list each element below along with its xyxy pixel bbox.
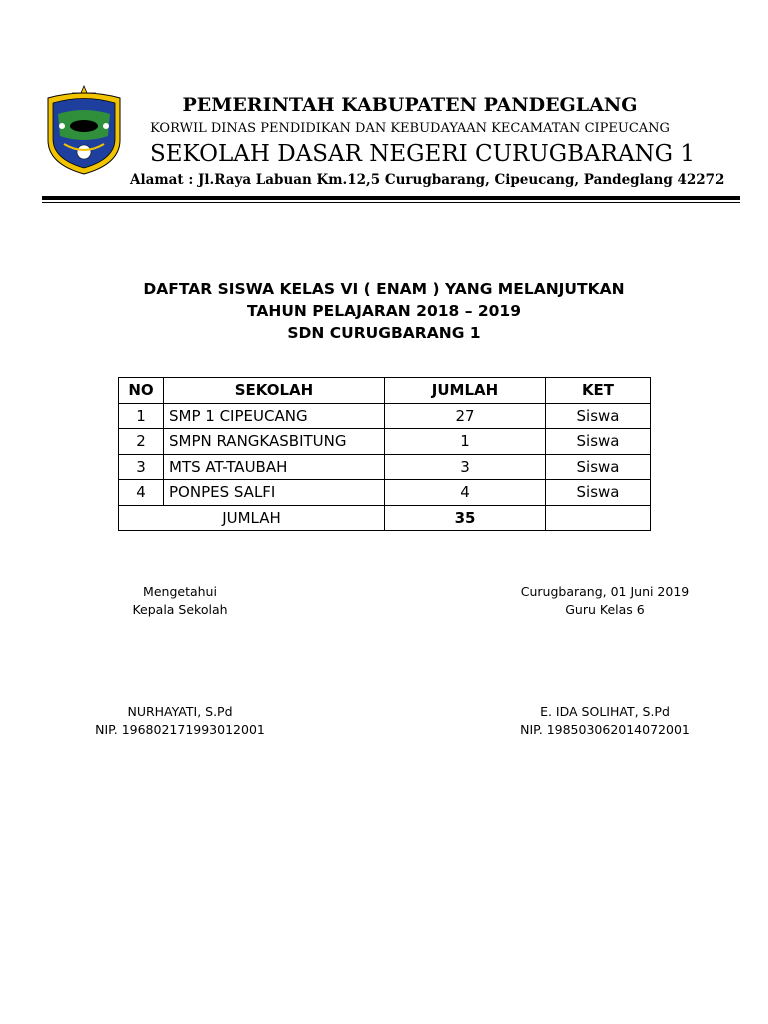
cell-jumlah: 27	[385, 403, 546, 429]
letterhead-school-name: SEKOLAH DASAR NEGERI CURUGBARANG 1	[150, 141, 695, 167]
letterhead-department: KORWIL DINAS PENDIDIKAN DAN KEBUDAYAAN KECAMATAN CIPEUCANG	[150, 121, 670, 136]
table-total-row	[119, 505, 651, 531]
signature-left-nip: NIP. 196802171993012001	[95, 722, 265, 737]
cell-ket: Siswa	[546, 454, 651, 480]
cell-jumlah: 4	[385, 480, 546, 506]
total-value: 35	[385, 505, 546, 531]
cell-sekolah: SMP 1 CIPEUCANG	[164, 403, 385, 429]
header-no: NO	[119, 378, 164, 404]
cell-jumlah: 3	[385, 454, 546, 480]
signature-left-name: NURHAYATI, S.Pd	[127, 704, 233, 719]
table-row	[119, 429, 651, 455]
cell-no: 2	[119, 429, 164, 455]
cell-no: 1	[119, 403, 164, 429]
signature-right-role: Guru Kelas 6	[565, 602, 645, 617]
cell-ket: Siswa	[546, 429, 651, 455]
letterhead-address: Alamat : Jl.Raya Labuan Km.12,5 Curugbarang, Cipeucang, Pandeglang 42272	[130, 172, 725, 188]
table-row	[119, 403, 651, 429]
signature-right-nip: NIP. 198503062014072001	[520, 722, 690, 737]
table-row	[119, 480, 651, 506]
cell-sekolah: MTS AT-TAUBAH	[164, 454, 385, 480]
total-label: JUMLAH	[119, 505, 385, 531]
cell-ket: Siswa	[546, 480, 651, 506]
signature-right-place-date: Curugbarang, 01 Juni 2019	[520, 584, 690, 599]
table-header-row	[119, 378, 651, 404]
signature-left-role: Kepala Sekolah	[132, 602, 228, 617]
regency-emblem-logo	[42, 84, 126, 176]
document-subtitle-year: TAHUN PELAJARAN 2018 – 2019	[247, 302, 521, 320]
document-subtitle-school: SDN CURUGBARANG 1	[287, 324, 481, 342]
student-continuation-table	[118, 377, 651, 531]
header-sekolah: SEKOLAH	[164, 378, 385, 404]
cell-no: 3	[119, 454, 164, 480]
signature-left-acknowledge: Mengetahui	[143, 584, 217, 599]
letterhead-divider-thick	[42, 196, 740, 200]
header-jumlah: JUMLAH	[385, 378, 546, 404]
letterhead-divider-thin	[42, 202, 740, 203]
cell-jumlah: 1	[385, 429, 546, 455]
document-title: DAFTAR SISWA KELAS VI ( ENAM ) YANG MELANJUTKAN	[143, 280, 625, 298]
cell-sekolah: PONPES SALFI	[164, 480, 385, 506]
total-ket-empty	[546, 505, 651, 531]
cell-sekolah: SMPN RANGKASBITUNG	[164, 429, 385, 455]
table-row	[119, 454, 651, 480]
signature-right-name: E. IDA SOLIHAT, S.Pd	[540, 704, 670, 719]
header-ket: KET	[546, 378, 651, 404]
letterhead-government: PEMERINTAH KABUPATEN PANDEGLANG	[182, 94, 638, 116]
cell-no: 4	[119, 480, 164, 506]
cell-ket: Siswa	[546, 403, 651, 429]
